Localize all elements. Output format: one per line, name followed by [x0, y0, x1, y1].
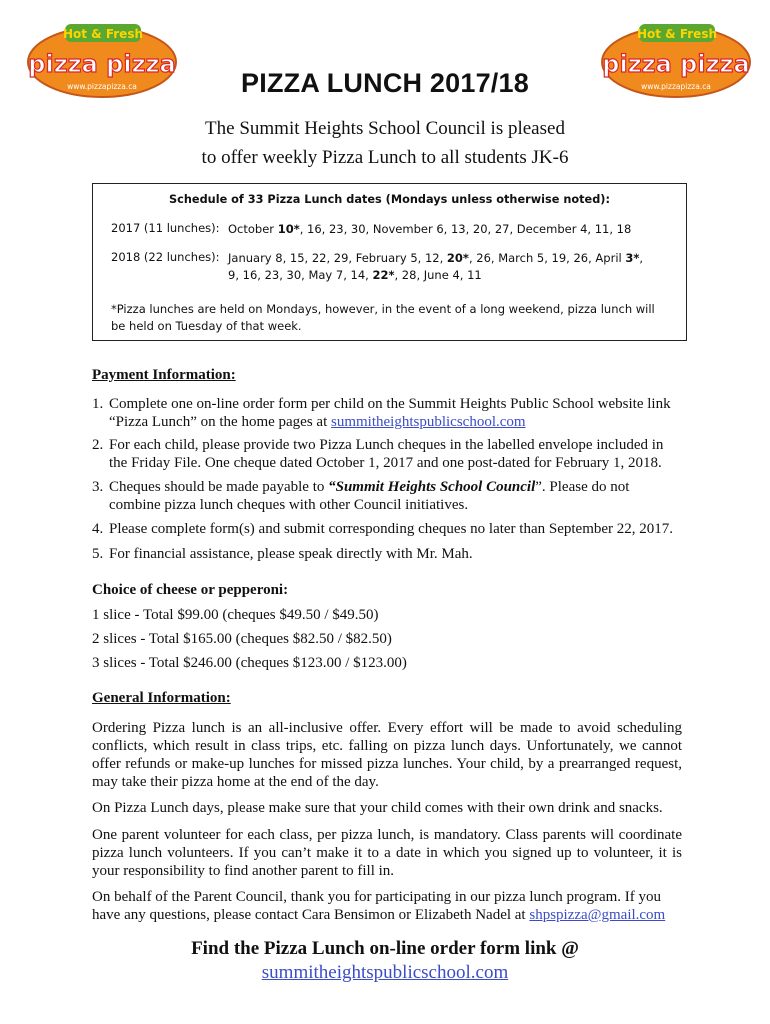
general-paragraph-1: Ordering Pizza lunch is an all-inclusive offer. Every effort will be made to avoid scheduling conflicts, which result in class trips, etc. falling on pizza lunch days. Unfortunately, we cannot offer refunds or make-up lunches for missed pizza lunches. Your child, by a prearranged request, may take their pizza home at the end of the day. — [92, 720, 682, 790]
choice-option-3: 3 slices - Total $246.00 (cheques $123.00 / $123.00) — [92, 655, 407, 671]
schedule-box — [92, 183, 687, 341]
schedule-row-dates: October 10*, 16, 23, 30, November 6, 13, 20, 27, December 4, 11, 18 — [228, 222, 632, 236]
general-paragraph-3: One parent volunteer for each class, per pizza lunch, is mandatory. Class parents will coordinate pizza lunch volunteers. If you can’t make it to a date in which you signed up to volunteer, it is your responsibility to find another parent to fill in. — [92, 827, 682, 879]
intro-line-2: to offer weekly Pizza Lunch to all students JK-6 — [201, 147, 569, 168]
schedule-row-dates: January 8, 15, 22, 29, February 5, 12, 20*, 26, March 5, 19, 26, April 3*, 9, 16, 23, 30, May 7, 14, 22*, 28, June 4, 11 — [228, 251, 644, 282]
logo-url-text: www.pizzapizza.ca — [67, 82, 137, 91]
logo-brand-text: pizza pizza — [602, 50, 750, 78]
page-title: PIZZA LUNCH 2017/18 — [241, 68, 529, 98]
choice-option-2: 2 slices - Total $165.00 (cheques $82.50 / $82.50) — [92, 631, 392, 647]
choice-option-1: 1 slice - Total $99.00 (cheques $49.50 / $49.50) — [92, 607, 379, 623]
general-heading: General Information: — [92, 690, 231, 706]
logo-url-text: www.pizzapizza.ca — [641, 82, 711, 91]
contact-email-link[interactable]: shpspizza@gmail.com — [529, 907, 666, 923]
logo-top-text: Hot & Fresh — [636, 27, 718, 41]
school-website-link[interactable]: summitheightspublicschool.com — [331, 414, 526, 430]
intro-line-1: The Summit Heights School Council is pleased — [205, 118, 565, 139]
schedule-row-label: 2018 (22 lunches): — [111, 250, 220, 264]
payment-heading: Payment Information: — [92, 367, 236, 383]
footer-link-line — [0, 962, 770, 984]
schedule-heading: Schedule of 33 Pizza Lunch dates (Mondays unless otherwise noted): — [169, 193, 610, 206]
schedule-note: *Pizza lunches are held on Mondays, however, in the event of a long weekend, pizza lunch will be held on Tuesday of that week. — [111, 302, 655, 333]
general-paragraph-4: On behalf of the Parent Council, thank you for participating in our pizza lunch program. If you have any questions, please contact Cara Bensimon or Elizabeth Nadel at shpspizza@gmail.com — [92, 889, 666, 923]
logo-brand-text: pizza pizza — [28, 50, 176, 78]
general-paragraph-2: On Pizza Lunch days, please make sure that your child comes with their own drink and snacks. — [92, 800, 663, 816]
logo-top-text: Hot & Fresh — [62, 27, 144, 41]
footer-school-link[interactable]: summitheightspublicschool.com — [261, 962, 509, 983]
choice-heading: Choice of cheese or pepperoni: — [92, 582, 289, 598]
footer-heading: Find the Pizza Lunch on-line order form link @ — [191, 938, 579, 959]
schedule-row-label: 2017 (11 lunches): — [111, 221, 220, 235]
